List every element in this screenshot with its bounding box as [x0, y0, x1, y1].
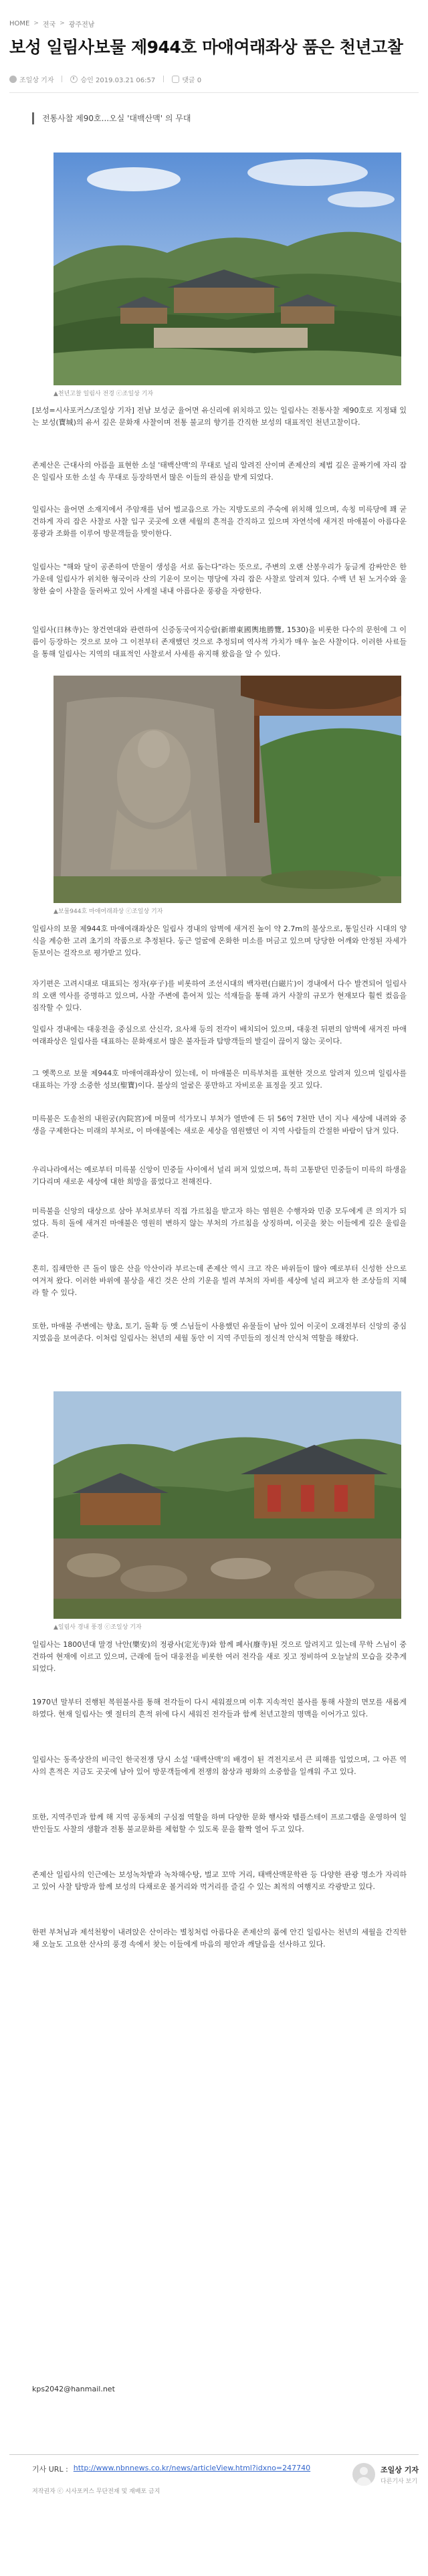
photo-caption: ▲일림사 경내 풍경 ⓒ조일상 기자	[54, 1624, 142, 1631]
article-source	[32, 2464, 310, 2474]
meta-published	[70, 74, 155, 84]
article-paragraph: 일림사는 율어면 소재지에서 주암재를 넘어 벌교읍으로 가는 지방도로의 주숙에 위치해 있으며, 속칭 미륵당에 꽤 굳건하게 자리 잡은 사찰로 사찰 입구 곳곳에 오랜 세월의 흔적을 간직하고 있으며 자연석에 새겨진 마애불이 아름다운 풍광과 조화를 이루어 방문객들을 맞이한다.	[32, 505, 407, 538]
temple-grounds-image	[54, 1391, 401, 1619]
published-date: 승인 2019.03.21 06:57	[80, 76, 156, 84]
photo-temple-grounds	[54, 1391, 401, 1619]
breadcrumb-separator: >	[60, 20, 65, 27]
photo-caption: ▲천년고찰 일림사 전경 ⓒ조일상 기자	[54, 391, 154, 397]
breadcrumb-home[interactable]: HOME	[9, 19, 30, 27]
clock-icon	[70, 76, 78, 83]
article-paragraph: 미륵불을 신앙의 대상으로 삼아 부처로부터 직접 가르침을 받고자 하는 염원은 수행자와 민중 모두에게 큰 의지가 되었다. 특히 돌에 새겨진 마애불은 영원히 변하지 않는 부처의 가르침을 상징하며, 이곳을 찾는 이들에게 깊은 울림을 준다.	[32, 1207, 407, 1240]
reporter-name: 조일상 기자	[19, 76, 54, 84]
article-paragraph: 일림사의 보물 제944호 마애여래좌상은 일림사 경내의 암벽에 새겨진 높이 약 2.7m의 불상으로, 통일신라 시대의 양식을 계승한 고려 초기의 작품으로 추정된다. 둥근 얼굴에 온화한 미소를 머금고 있으며 당당한 어깨와 안정된 자세가 돋보이는 걸작으로 평가받고 있다.	[32, 924, 407, 957]
article-paragraph: 혼히, 집채만한 큰 돌이 많은 산을 악산이라 부르는데 존제산 역시 크고 작은 바위들이 많아 예로부터 신성한 산으로 여겨져 왔다. 이러한 바위에 불상을 새긴 것은 산의 기운을 빌려 부처의 자비를 세상에 널리 펴고자 한 조상들의 지혜라 할 수 있다.	[32, 1264, 407, 1297]
breadcrumb-separator: >	[33, 20, 39, 27]
breadcrumb-level2[interactable]: 광주전남	[68, 21, 95, 29]
source-label: 기사 URL :	[32, 2465, 68, 2474]
author-info	[381, 2464, 419, 2485]
article-paragraph: 일림사는 "해와 달이 공존하여 만물이 생성을 서로 돕는다"라는 뜻으로, 주변의 오랜 산봉우리가 둥글게 감싸안은 한 가운데 일림사가 위치한 형국이라 산의 기운이 모이는 명당에 자리 잡은 사찰로 알려져 있다. 수백 년 된 노거수와 울창한 숲이 사찰을 둘러싸고 있어 사계절 내내 아름다운 풍광을 자랑한다.	[32, 563, 407, 595]
article-paragraph: 일림사(日林寺)는 창건연대와 관련하여 신증동국여지승람(新增東國輿地勝覽, 1530)을 비롯한 다수의 문헌에 그 이름이 등장하는 것으로 보아 그 이전부터 존재했던 것으로 추정되며 역사적 가치가 매우 높은 사찰이다. 이러한 사료들을 통해 일림사는 지역의 대표적인 사찰로서 사세를 유지해 왔음을 알 수 있다.	[32, 625, 407, 658]
article-subtitle: 전통사찰 제90호...오실 '대백산맥' 의 무대	[32, 112, 407, 124]
comment-icon	[172, 76, 179, 83]
person-icon	[9, 76, 17, 83]
article-paragraph: 존제산 일림사의 인근에는 보성녹차밭과 녹차해수탕, 벌교 꼬막 거리, 태백산맥문학관 등 다양한 관광 명소가 자리하고 있어 사찰 탐방과 함께 보성의 다채로운 볼거리와 먹거리를 즐길 수 있는 최적의 여행지로 각광받고 있다.	[32, 1870, 407, 1891]
buddha-relief-image	[54, 676, 401, 903]
meta-divider	[163, 76, 164, 82]
article-paragraph: 우리나라에서는 예로부터 미륵불 신앙이 민중들 사이에서 널리 퍼져 있었으며, 특히 고통받던 민중들이 미륵의 하생을 기다리며 새로운 세상에 대한 희망을 품었다고 전해진다.	[32, 1165, 407, 1186]
breadcrumb	[9, 19, 94, 28]
photo-temple-overview	[54, 153, 401, 385]
footer-divider	[9, 2454, 419, 2455]
temple-overview-image	[54, 153, 401, 385]
source-url-link[interactable]: http://www.nbnnews.co.kr/news/articleView.html?idxno=247740	[73, 2464, 311, 2472]
comment-count[interactable]: 댓글 0	[182, 76, 202, 84]
article-meta	[9, 72, 201, 86]
article-paragraph: 1970년 말부터 진행된 복원불사를 통해 전각들이 다시 세워졌으며 이후 지속적인 불사를 통해 사찰의 면모를 새롭게 하였다. 현재 일림사는 옛 절터의 흔적 위에 다시 세워진 전각들과 함께 천년고찰의 명맥을 이어가고 있다.	[32, 1698, 407, 1718]
article-paragraph: 또한, 지역주민과 함께 해 지역 공동체의 구심점 역할을 하며 다양한 문화 행사와 템플스테이 프로그램을 운영하여 일반인들도 사찰의 생활과 전통 불교문화를 체험할 수 있도록 문을 활짝 열어 두고 있다.	[32, 1813, 407, 1834]
article-paragraph: 존제산은 근대사의 아픔을 표현한 소설 '태백산맥'의 무대로 널리 알려진 산이며 존제산의 제법 깊은 골짜기에 자리 잡은 일림사 또한 소설 속 무대로 등장하면서 많은 이들의 관심을 받게 되었다.	[32, 461, 407, 482]
article-paragraph: 일림사 경내에는 대웅전을 중심으로 산신각, 요사채 등의 전각이 배치되어 있으며, 대웅전 뒤편의 암벽에 새겨진 마애여래좌상은 일림사를 대표하는 문화재로서 많은 불자들과 탐방객들의 발길이 끊이지 않는 곳이다.	[32, 1025, 407, 1046]
copyright-notice: 저작권자 ⓒ 시사포커스 무단전재 및 재배포 금지	[32, 2488, 160, 2495]
article-paragraph: 한편 부처님과 제석천왕이 내려앉은 산이라는 별칭처럼 아름다운 존제산의 품에 안긴 일림사는 천년의 세월을 간직한 채 오늘도 고요한 산사의 풍경 속에서 찾는 이들에게 마음의 평안과 깨달음을 선사하고 있다.	[32, 1928, 407, 1949]
author-box[interactable]	[352, 2463, 419, 2486]
article-paragraph: 일림사는 1800년대 말경 낙안(樂安)의 정광사(定光寺)와 함께 폐사(廢寺)된 것으로 알려지고 있는데 무학 스님이 중건하여 현재에 이르고 있으며, 근래에 들어 대웅전을 비롯한 여러 전각을 새로 짓고 정비하여 오늘날의 모습을 갖추게 되었다.	[32, 1640, 407, 1673]
avatar-icon	[352, 2463, 375, 2486]
article-paragraph: 그 옛쪽으로 보물 제944호 마애여래좌상이 있는데, 이 마애불은 미륵부처를 표현한 것으로 알려져 있으며 일림사를 대표하는 가장 소중한 성보(聖寶)이다. 불상의 얼굴은 풍만하고 자비로운 표정을 짓고 있다.	[32, 1069, 407, 1090]
photo-caption: ▲보물944호 마애여래좌상 ⓒ조일상 기자	[54, 908, 163, 915]
header-divider	[9, 92, 419, 93]
meta-comments[interactable]	[172, 74, 201, 84]
article-paragraph: [보성=시사포커스/조일상 기자] 전남 보성군 율어면 유신리에 위치하고 있는 일림사는 전통사찰 제90호로 지정돼 있는 보성(寶城)의 유서 깊은 문화재 사찰이며 전통 불교의 향기를 간직한 보성의 대표적인 천년고찰이다.	[32, 406, 407, 427]
article-title: 보성 일림사보물 제944호 마애여래좌상 품은 천년고찰	[9, 37, 403, 57]
meta-reporter	[9, 74, 54, 84]
reporter-email[interactable]: kps2042@hanmail.net	[32, 2385, 115, 2393]
article-paragraph: 자기편은 고려시대로 대표되는 정자(亭子)를 비롯하여 조선시대의 백자편(白磁片)이 경내에서 다수 발견되어 일림사의 오랜 역사를 증명하고 있으며, 사찰 주변에 흩어져 있는 석재들을 통해 과거 사찰의 규모가 현재보다 훨씬 컸음을 짐작할 수 있다.	[32, 979, 407, 1012]
article-paragraph: 일림사는 동족상잔의 비극인 한국전쟁 당시 소설 '태백산맥'의 배경이 된 격전지로서 큰 피해를 입었으며, 그 아픈 역사의 흔적은 지금도 곳곳에 남아 있어 방문객들에게 전쟁의 참상과 평화의 소중함을 일깨워 주고 있다.	[32, 1755, 407, 1776]
article-paragraph: 미륵불은 도솔천의 내원궁(內院宮)에 머물며 석가모니 부처가 열반에 든 뒤 56억 7천만 년이 지나 세상에 내려와 중생을 구제한다는 미래의 부처로, 이 마애불에는 새로운 세상을 염원했던 이 지역 사람들의 간절한 바람이 담겨 있다.	[32, 1114, 407, 1135]
article-paragraph: 또한, 마애불 주변에는 향초, 토기, 돌확 등 옛 스님들이 사용했던 유물들이 남아 있어 이곳이 오래전부터 신앙의 중심지였음을 보여준다. 이처럼 일림사는 천년의 세월 동안 이 지역 주민들의 정신적 안식처 역할을 해왔다.	[32, 1322, 407, 1343]
author-more-articles-link[interactable]: 다른기사 보기	[381, 2478, 418, 2485]
author-name: 조일상 기자	[381, 2465, 419, 2474]
breadcrumb-level1[interactable]: 전국	[42, 21, 56, 29]
photo-buddha-relief	[54, 676, 401, 903]
